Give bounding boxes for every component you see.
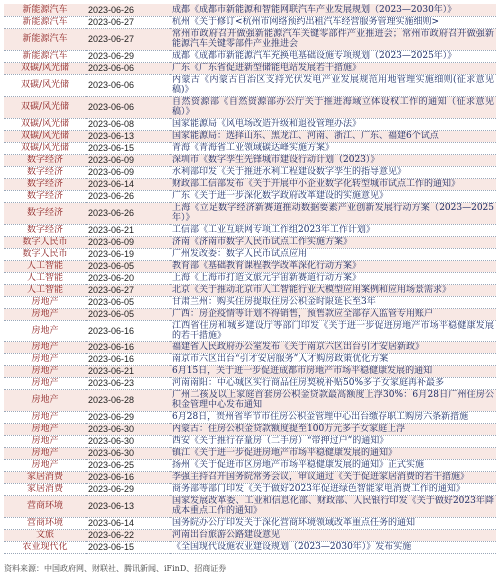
row-section: 家居消费 [4, 483, 86, 495]
table-row [4, 459, 496, 471]
row-content: 上海《立足数字经济新赛道推动数据要素产业创新发展行动方案（2023—2025年）》 [172, 202, 494, 223]
row-content: 成都《成都市新能源汽车充换电基础设施专项规划（2023—2025年）》 [170, 50, 496, 62]
row-date: 2023-06-16 [86, 320, 170, 342]
table-row [4, 272, 496, 284]
row-date: 2023-06-06 [86, 96, 170, 118]
row-section: 数字经济 [4, 190, 86, 202]
row-date: 2023-06-29 [86, 483, 170, 495]
row-content: 广东《关于进一步深化数字政府改革建设的实施意见》 [170, 190, 496, 202]
row-content: 济南《济南市数字人民币试点工作实施方案》 [170, 236, 496, 248]
row-date: 2023-06-05 [86, 308, 170, 320]
row-content: 广东《广东省促进新型储能电站发展若干措施》 [170, 62, 496, 74]
row-date: 2023-06-26 [86, 4, 170, 16]
row-content: 河南出台旅游公路建设意见 [170, 529, 496, 541]
row-section: 数字人民币 [4, 248, 86, 260]
row-content: 深圳市《数字孪生先锋城市建设行动计划（2023）》 [170, 154, 496, 166]
policy-table-body [4, 4, 496, 553]
table-row [4, 423, 496, 435]
row-content: 广州发改委：数字人民币试点应用 [170, 248, 496, 260]
row-section: 房地产 [4, 459, 86, 471]
table-row [4, 260, 496, 272]
table-row [4, 308, 496, 320]
row-content: 南京市六区出台“引才安居服务”人才购房政策优化方案 [170, 354, 496, 366]
row-date: 2023-06-26 [86, 190, 170, 202]
row-section: 双碳/风光储 [4, 130, 86, 142]
row-date: 2023-06-05 [86, 296, 170, 308]
table-row [4, 96, 496, 118]
row-date: 2023-06-29 [86, 411, 170, 423]
table-row [4, 390, 496, 412]
row-section: 数字经济 [4, 224, 86, 236]
row-date: 2023-06-20 [86, 272, 170, 284]
row-date: 2023-06-23 [86, 378, 170, 390]
row-section: 房地产 [4, 411, 86, 423]
table-row [4, 320, 496, 342]
row-section: 双碳/风光储 [4, 74, 86, 96]
row-content: 国务院办公厅印发关于深化营商环境领域改革重点任务的通知 [170, 517, 496, 529]
table-row [4, 296, 496, 308]
row-section: 数字经济 [4, 202, 86, 224]
table-row [4, 142, 496, 154]
row-content: 财政部工信部发布《关于开展中小企业数字化转型城市试点工作的通知》 [170, 178, 496, 190]
table-row [4, 495, 496, 517]
row-date: 2023-06-30 [86, 447, 170, 459]
row-content: 北京《关于推动北京市人工智能行业大模型应用案例和应用场景需求》 [170, 284, 496, 296]
table-row [4, 178, 496, 190]
row-date: 2023-06-09 [86, 236, 170, 248]
row-section: 家居消费 [4, 471, 86, 483]
row-date: 2023-06-27 [86, 284, 170, 296]
table-row [4, 342, 496, 354]
row-content: 成都《成都市新能源和智能网联汽车产业发展规划（2023—2030年）》 [170, 4, 496, 16]
table-row [4, 118, 496, 130]
table-row [4, 541, 496, 553]
row-date: 2023-06-27 [86, 16, 170, 28]
table-row [4, 284, 496, 296]
table-row [4, 366, 496, 378]
table-row [4, 378, 496, 390]
row-date: 2023-06-21 [86, 224, 170, 236]
row-section: 文旅 [4, 529, 86, 541]
table-row [4, 248, 496, 260]
row-content: 工信部《工业互联网专项工作组2023年工作计划》 [170, 224, 496, 236]
row-date: 2023-06-25 [86, 459, 170, 471]
table-row [4, 224, 496, 236]
row-content: 河南南阳：中心城区实行商品住房契税补贴50%多子女家庭再补最多 [170, 378, 496, 390]
row-date: 2023-06-16 [86, 354, 170, 366]
row-content: 国家能源局《风电场改造升级和退役管理办法》 [170, 118, 496, 130]
table-row [4, 130, 496, 142]
row-date: 2023-06-14 [86, 178, 170, 190]
row-content: 广州二孩及以上家庭首套房公积金贷款最高额度上浮30%：6月28日广州住房公积金管理中心发布通知 [172, 390, 494, 411]
row-date: 2023-06-16 [86, 471, 170, 483]
row-date: 2023-06-13 [86, 495, 170, 517]
row-section: 人工智能 [4, 260, 86, 272]
row-section: 新能源汽车 [4, 16, 86, 28]
row-section: 双碳/风光储 [4, 142, 86, 154]
table-row [4, 471, 496, 483]
row-section: 新能源汽车 [4, 4, 86, 16]
row-date: 2023-06-09 [86, 154, 170, 166]
table-row [4, 529, 496, 541]
row-date: 2023-06-27 [86, 28, 170, 50]
row-date: 2023-06-16 [86, 342, 170, 354]
row-content: 自然资源部《自然资源部办公厅关于推进海域立体设权工作的通知（征求意见稿）》 [172, 96, 494, 117]
row-content: 常州市政府召开做强新能源汽车关键零部件产业推进会；常州市政府召开做强新能源汽车关键零部件产业推进会 [172, 28, 494, 49]
row-section: 双碳/风光储 [4, 118, 86, 130]
row-section: 房地产 [4, 308, 86, 320]
row-date: 2023-06-06 [86, 74, 170, 96]
row-content: 甘肃兰州：购买住房提取住房公积金时限延长至3年 [170, 296, 496, 308]
row-date: 2023-06-30 [86, 423, 170, 435]
row-section: 新能源汽车 [4, 50, 86, 62]
row-section: 数字人民币 [4, 236, 86, 248]
row-content: 国家发展改革委、工业和信息化部、财政部、人民银行印发《关于做好2023年降成本重点工作的通知》 [172, 495, 494, 517]
row-section: 房地产 [4, 435, 86, 447]
table-row [4, 483, 496, 495]
row-date: 2023-06-15 [86, 541, 170, 553]
row-section: 数字经济 [4, 178, 86, 190]
table-row [4, 74, 496, 96]
row-content: 6月15日，关于进一步促进成都市房地产市场平稳健康发展的通知 [170, 366, 496, 378]
row-content: 6月28日，贵州省毕节市住房公积金管理中心出台缴存职工购房六条新措施 [170, 411, 496, 423]
table-row [4, 154, 496, 166]
row-section: 房地产 [4, 366, 86, 378]
row-section: 人工智能 [4, 284, 86, 296]
row-date: 2023-06-05 [86, 260, 170, 272]
row-content: 扬州《关于促进市区房地产市场平稳健康发展的通知》正式实施 [170, 459, 496, 471]
row-content: 西安《关于推行存量房（二手房）“带押过户”的通知》 [170, 435, 496, 447]
row-section: 房地产 [4, 354, 86, 366]
row-content: 国家能源局：选择山东、黑龙江、河南、浙江、广东、福建6个试点 [170, 130, 496, 142]
table-row [4, 517, 496, 529]
table-row [4, 411, 496, 423]
row-content: 内蒙古《内蒙古自治区支持光伏发电产业发展规范用地管理实施细则(征求意见稿)》 [172, 74, 494, 95]
policy-table-wrapper [4, 4, 496, 554]
row-section: 房地产 [4, 423, 86, 435]
row-date: 2023-06-28 [86, 390, 170, 412]
row-date: 2023-06-14 [86, 517, 170, 529]
row-date: 2023-06-15 [86, 142, 170, 154]
row-section: 房地产 [4, 390, 86, 412]
row-content: 教育部《基础教育课程教学改革深化行动方案》 [170, 260, 496, 272]
table-row [4, 447, 496, 459]
source-note: 资料来源：中国政府网、财联社、腾讯新闻、iFinD、招商证券 [4, 564, 227, 573]
table-row [4, 236, 496, 248]
row-date: 2023-06-13 [86, 130, 170, 142]
row-section: 数字经济 [4, 154, 86, 166]
row-section: 营商环境 [4, 495, 86, 517]
row-date: 2023-06-06 [86, 62, 170, 74]
table-row [4, 190, 496, 202]
table-row [4, 16, 496, 28]
row-content: 青海《青海省工业领域碳达峰实施方案》 [170, 142, 496, 154]
row-section: 营商环境 [4, 517, 86, 529]
row-date: 2023-06-09 [86, 166, 170, 178]
policy-table [4, 4, 496, 554]
row-date: 2023-06-29 [86, 50, 170, 62]
row-content: 镇江《关于进一步促进房地产市场平稳健康发展的通知》 [170, 447, 496, 459]
table-row [4, 166, 496, 178]
row-section: 房地产 [4, 320, 86, 342]
row-content: 广西：房企疫情等计划不得销售，预售款应全部存入监管专用账户 [170, 308, 496, 320]
row-date: 2023-06-30 [86, 435, 170, 447]
table-row [4, 62, 496, 74]
row-content: 福建省人民政府办公室发布《关于南京六区出台引才安居新政》 [170, 342, 496, 354]
row-content: 李强主持召开国务院常务会议，审议通过《关于促进家居消费的若干措施》 [170, 471, 496, 483]
row-content: 水利部印发《关于推进水利工程建设数字孪生的指导意见》 [170, 166, 496, 178]
row-date: 2023-06-19 [86, 248, 170, 260]
row-section: 农业现代化 [4, 541, 86, 553]
row-date: 2023-06-08 [86, 118, 170, 130]
table-row [4, 202, 496, 224]
table-row [4, 435, 496, 447]
row-date: 2023-06-22 [86, 529, 170, 541]
row-content: 江西省住房和城乡建设厅等部门印发《关于进一步促进房地产市场平稳健康发展的若干措施》 [172, 320, 494, 341]
table-row [4, 4, 496, 16]
row-section: 人工智能 [4, 272, 86, 284]
table-row [4, 28, 496, 50]
row-content: 杭州《关于修订<杭州市网络预约出租汽车经营服务管理实施细则> [170, 16, 496, 28]
row-section: 数字经济 [4, 166, 86, 178]
row-section: 双碳/风光储 [4, 62, 86, 74]
row-content: 内蒙古：住房公积金贷款额度提至100万元多子女家庭上浮 [170, 423, 496, 435]
table-row [4, 354, 496, 366]
row-content: 上海《上海市打造文旅元宇宙新赛道行动方案》 [170, 272, 496, 284]
row-date: 2023-06-21 [86, 366, 170, 378]
row-section: 房地产 [4, 296, 86, 308]
row-section: 房地产 [4, 447, 86, 459]
row-section: 房地产 [4, 378, 86, 390]
row-content: 《全国现代设施农业建设规划（2023—2030年）》发布实施 [170, 541, 496, 553]
row-section: 房地产 [4, 342, 86, 354]
row-date: 2023-06-26 [86, 202, 170, 224]
row-section: 双碳/风光储 [4, 96, 86, 118]
table-row [4, 50, 496, 62]
row-section: 新能源汽车 [4, 28, 86, 50]
row-content: 商务部等部门印发《关于做好2023年促进绿色智能家电消费工作的通知》 [170, 483, 496, 495]
